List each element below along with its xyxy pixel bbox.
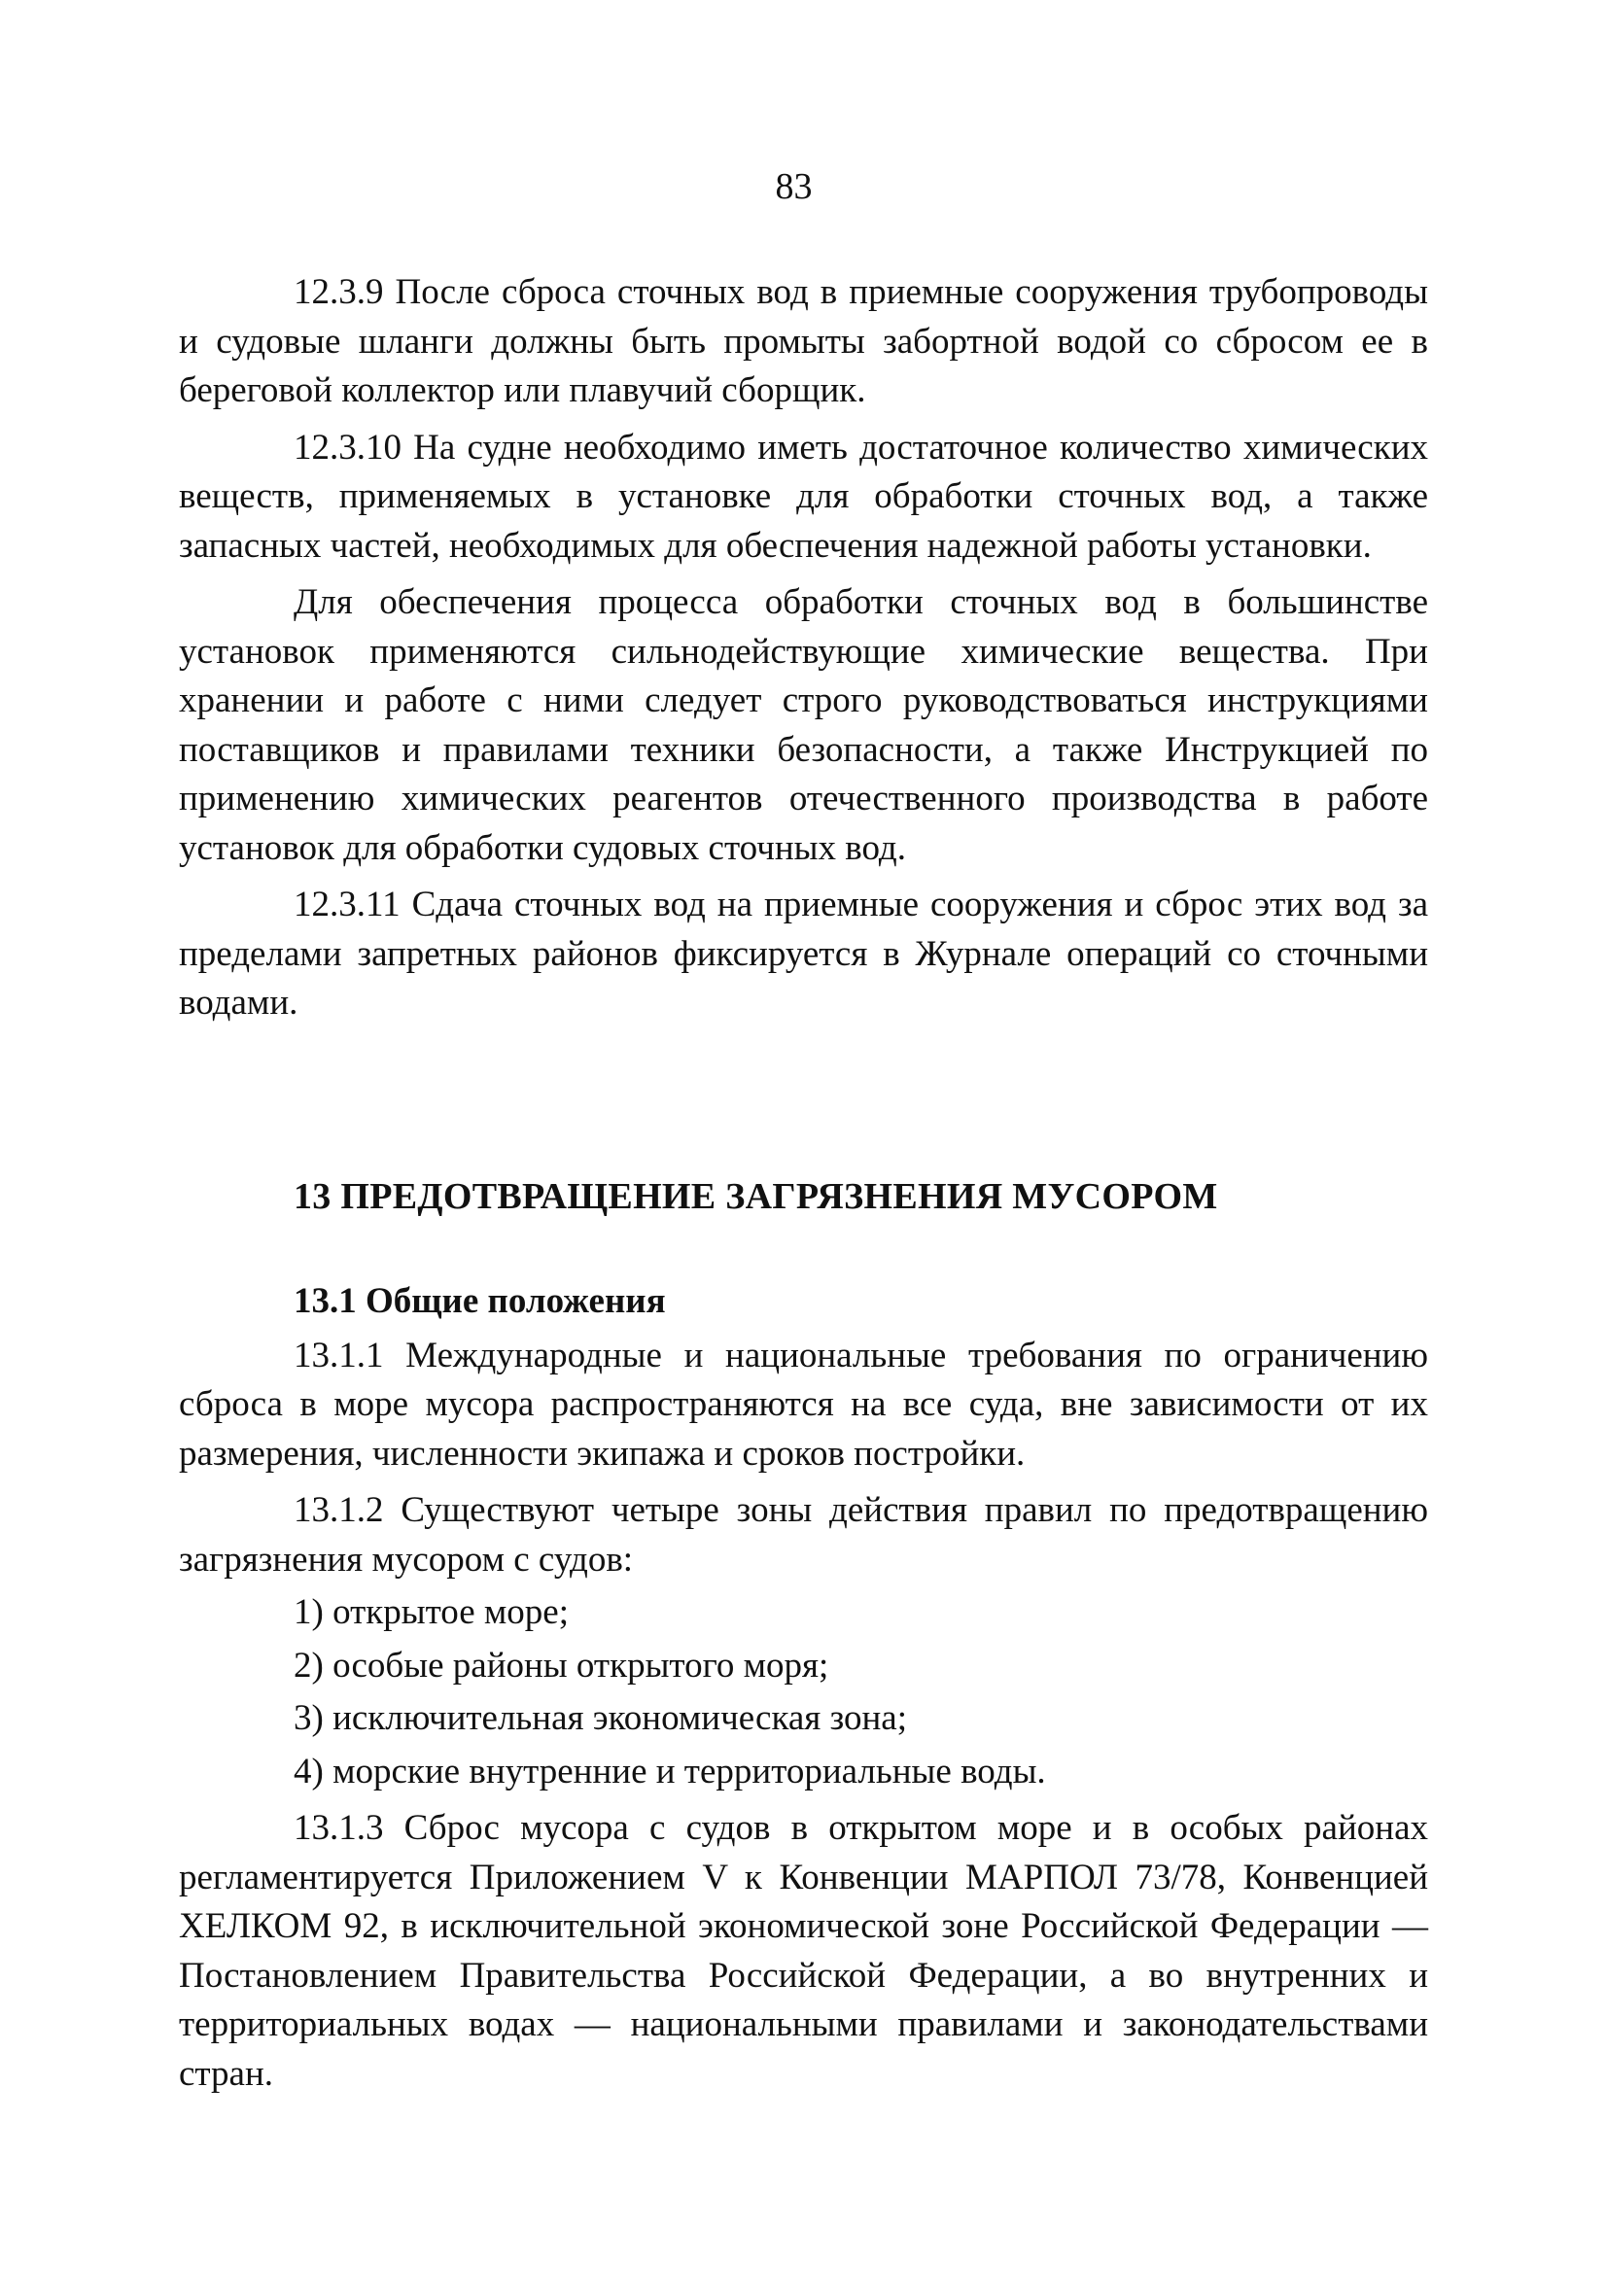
page-content bbox=[179, 268, 1428, 2099]
paragraph-12-3-9: 12.3.9 После сброса сточных вод в приемные сооружения трубопроводы и судовые шланги должны быть промыты забортной водой со сбросом ее в береговой коллектор или плавучий сборщик. bbox=[179, 272, 1428, 410]
paragraph-chemicals: Для обеспечения процесса обработки сточных вод в большинстве установок применяются сильнодействующие химические вещества. При хранении и работе с ними следует строго руководствоваться инструкциями поставщиков и правилами техники безопасности, а также Инструкцией по применению химических реагентов отечественного производства в работе установок для обработки судовых сточных вод. bbox=[179, 582, 1428, 868]
section-heading: 13 ПРЕДОТВРАЩЕНИЕ ЗАГРЯЗНЕНИЯ МУСОРОМ bbox=[294, 1175, 1218, 1217]
page-number: 83 bbox=[775, 166, 813, 207]
paragraph-12-3-11: 12.3.11 Сдача сточных вод на приемные сооружения и сброс этих вод за пределами запретных районов фиксируется в Журнале операций со сточными водами. bbox=[179, 885, 1428, 1023]
paragraph-13-1-3: 13.1.3 Сброс мусора с судов в открытом море и в особых районах регламентируется Приложением V к Конвенции МАРПОЛ 73/78, Конвенцией ХЕЛКОМ 92, в исключительной экономической зоне Российской Федерации — Постановлением Правительства Российской Федерации, а во внутренних и территориальных водах — национальными правилами и законодательствами стран. bbox=[179, 1808, 1428, 2094]
zones-list bbox=[179, 1588, 1428, 1796]
paragraph-12-3-10: 12.3.10 На судне необходимо иметь достаточное количество химических веществ, применяемых в установке для обработки сточных вод, а также запасных частей, необходимых для обеспечения надежной работы установки. bbox=[179, 427, 1428, 566]
list-item: 3) исключительная экономическая зона; bbox=[294, 1698, 907, 1738]
paragraph-13-1-2: 13.1.2 Существуют четыре зоны действия правил по предотвращению загрязнения мусором с судов: bbox=[179, 1490, 1428, 1580]
paragraph-13-1-1: 13.1.1 Международные и национальные требования по ограничению сброса в море мусора распространяются на все суда, вне зависимости от их размерения, численности экипажа и сроков постройки. bbox=[179, 1335, 1428, 1474]
list-item: 1) открытое море; bbox=[294, 1592, 570, 1632]
list-item: 4) морские внутренние и территориальные воды. bbox=[294, 1751, 1046, 1792]
list-item: 2) особые районы открытого моря; bbox=[294, 1645, 829, 1686]
subsection-heading: 13.1 Общие положения bbox=[294, 1280, 666, 1321]
